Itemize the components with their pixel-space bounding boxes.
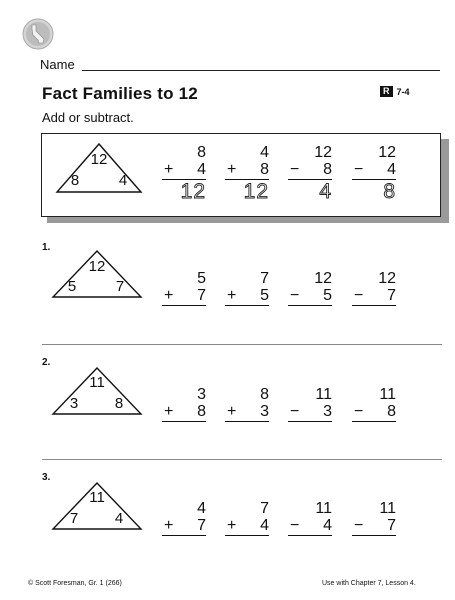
first-number: 12 bbox=[314, 144, 332, 161]
second-number: 3 bbox=[323, 403, 332, 420]
first-number: 7 bbox=[260, 500, 269, 517]
addition-problem bbox=[162, 386, 206, 422]
operator: + bbox=[227, 517, 237, 534]
example-problem bbox=[225, 144, 269, 203]
first-number: 4 bbox=[197, 500, 206, 517]
answer-line[interactable] bbox=[162, 535, 206, 536]
operator: − bbox=[290, 403, 300, 420]
operator: + bbox=[164, 403, 174, 420]
first-number: 11 bbox=[315, 386, 332, 403]
answer: 12 bbox=[243, 180, 269, 203]
page-title: Fact Families to 12 bbox=[42, 84, 198, 103]
operator: + bbox=[164, 161, 174, 178]
first-number: 12 bbox=[314, 270, 332, 287]
operator: − bbox=[354, 403, 364, 420]
subtraction-problem bbox=[352, 270, 396, 306]
subtraction-problem bbox=[288, 270, 332, 306]
example-problem bbox=[352, 144, 396, 203]
subtraction-problem bbox=[352, 500, 396, 536]
section-number: 2. bbox=[42, 357, 51, 368]
triangle-right-number: 4 bbox=[114, 510, 124, 527]
triangle-top-number: 11 bbox=[89, 374, 105, 391]
section-number: 1. bbox=[42, 242, 51, 253]
example-fact-triangle bbox=[56, 143, 142, 193]
first-number: 5 bbox=[197, 270, 206, 287]
operator: − bbox=[290, 161, 300, 178]
lesson-tag bbox=[380, 86, 410, 97]
subtraction-problem bbox=[288, 386, 332, 422]
first-number: 12 bbox=[378, 144, 396, 161]
operator: − bbox=[290, 517, 300, 534]
second-number: 5 bbox=[260, 287, 269, 304]
footer-lesson-note: Use with Chapter 7, Lesson 4. bbox=[322, 580, 416, 587]
second-number: 7 bbox=[197, 287, 206, 304]
addition-problem bbox=[225, 270, 269, 306]
triangle-top-number: 12 bbox=[90, 151, 108, 168]
answer-line[interactable] bbox=[352, 305, 396, 306]
answer-line[interactable] bbox=[352, 421, 396, 422]
fact-triangle bbox=[52, 482, 142, 530]
answer-line[interactable] bbox=[288, 305, 332, 306]
addition-problem bbox=[162, 500, 206, 536]
answer-line[interactable] bbox=[225, 421, 269, 422]
answer: 8 bbox=[383, 180, 396, 203]
answer-line[interactable] bbox=[288, 535, 332, 536]
operator: + bbox=[164, 517, 174, 534]
addition-problem bbox=[225, 500, 269, 536]
first-number: 11 bbox=[315, 500, 332, 517]
triangle-top-number: 11 bbox=[89, 489, 105, 506]
subtraction-problem bbox=[352, 386, 396, 422]
second-number: 7 bbox=[387, 517, 396, 534]
example-problem bbox=[162, 144, 206, 203]
triangle-right-number: 7 bbox=[115, 278, 125, 295]
section-divider bbox=[42, 459, 442, 460]
addition-problem bbox=[225, 386, 269, 422]
operator: + bbox=[164, 287, 174, 304]
first-number: 4 bbox=[260, 144, 269, 161]
triangle-left-number: 7 bbox=[69, 510, 79, 527]
operator: + bbox=[227, 403, 237, 420]
second-number: 3 bbox=[260, 403, 269, 420]
second-number: 8 bbox=[387, 403, 396, 420]
answer-line[interactable] bbox=[225, 535, 269, 536]
operator: − bbox=[354, 287, 364, 304]
second-number: 5 bbox=[323, 287, 332, 304]
first-number: 11 bbox=[379, 500, 396, 517]
triangle-left-number: 3 bbox=[69, 395, 79, 412]
footer-copyright: © Scott Foresman, Gr. 1 (266) bbox=[28, 580, 122, 587]
answer-line[interactable] bbox=[162, 305, 206, 306]
name-label: Name bbox=[40, 57, 75, 72]
answer-line[interactable] bbox=[162, 421, 206, 422]
fact-triangle bbox=[52, 250, 142, 298]
subtraction-problem bbox=[288, 500, 332, 536]
second-number: 8 bbox=[323, 161, 332, 178]
operator: − bbox=[354, 161, 364, 178]
lesson-badge: R bbox=[380, 86, 393, 97]
lesson-number: 7-4 bbox=[396, 86, 410, 97]
addition-problem bbox=[162, 270, 206, 306]
example-problem bbox=[288, 144, 332, 203]
instructions: Add or subtract. bbox=[42, 110, 134, 125]
first-number: 12 bbox=[378, 270, 396, 287]
answer-line[interactable] bbox=[352, 535, 396, 536]
section-number: 3. bbox=[42, 472, 51, 483]
second-number: 8 bbox=[197, 403, 206, 420]
second-number: 7 bbox=[197, 517, 206, 534]
answer-line[interactable] bbox=[225, 305, 269, 306]
second-number: 4 bbox=[197, 161, 206, 178]
name-field-line[interactable] bbox=[82, 70, 440, 71]
operator: + bbox=[227, 161, 237, 178]
second-number: 7 bbox=[387, 287, 396, 304]
triangle-left-number: 8 bbox=[70, 172, 80, 189]
operator: − bbox=[290, 287, 300, 304]
second-number: 4 bbox=[323, 517, 332, 534]
second-number: 4 bbox=[387, 161, 396, 178]
first-number: 8 bbox=[260, 386, 269, 403]
triangle-left-number: 5 bbox=[67, 278, 77, 295]
triangle-right-number: 8 bbox=[114, 395, 124, 412]
first-number: 7 bbox=[260, 270, 269, 287]
answer: 12 bbox=[180, 180, 206, 203]
first-number: 3 bbox=[197, 386, 206, 403]
section-divider bbox=[42, 344, 442, 345]
fact-triangle bbox=[52, 367, 142, 415]
first-number: 11 bbox=[379, 386, 396, 403]
triangle-right-number: 4 bbox=[118, 172, 128, 189]
operator: + bbox=[227, 287, 237, 304]
first-number: 8 bbox=[197, 144, 206, 161]
answer-line[interactable] bbox=[288, 421, 332, 422]
second-number: 4 bbox=[260, 517, 269, 534]
second-number: 8 bbox=[260, 161, 269, 178]
state-logo-icon bbox=[22, 18, 54, 50]
triangle-top-number: 12 bbox=[88, 258, 106, 275]
operator: − bbox=[354, 517, 364, 534]
answer: 4 bbox=[319, 180, 332, 203]
